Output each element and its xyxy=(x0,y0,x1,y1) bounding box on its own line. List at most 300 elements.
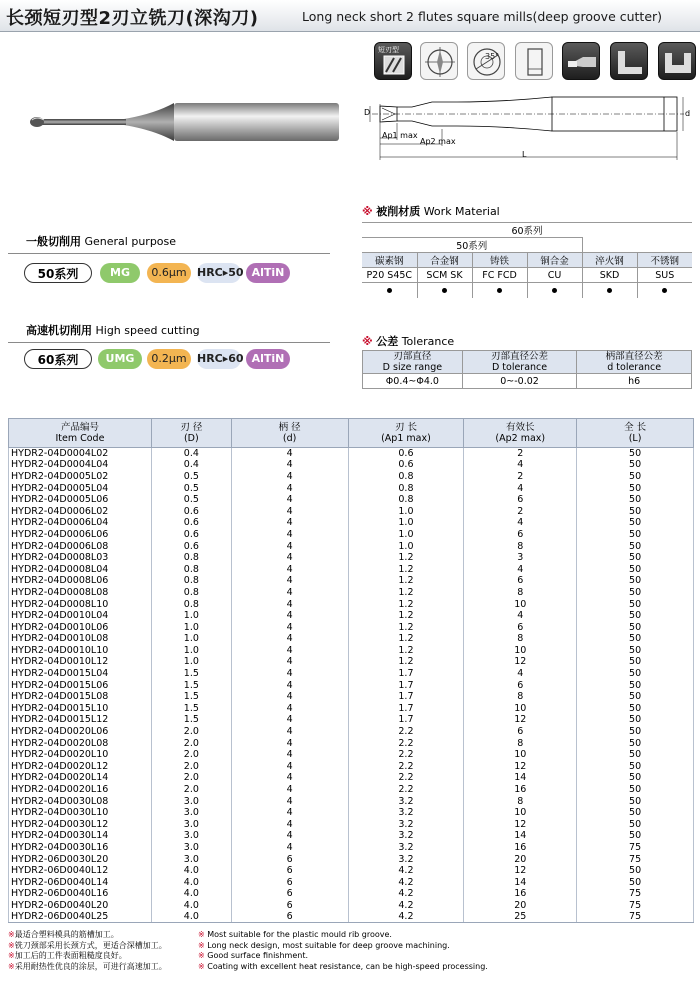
length-cell: 50 xyxy=(577,448,694,460)
d-cell: 1.5 xyxy=(151,668,231,680)
ap1-cell: 0.6 xyxy=(348,459,464,471)
d-cell: 0.5 xyxy=(151,494,231,506)
ap2-cell: 10 xyxy=(464,645,577,657)
shank-cell: 4 xyxy=(231,714,348,726)
note-cn: ※最适合塑料模具的筋槽加工。 xyxy=(8,930,119,939)
length-cell: 50 xyxy=(577,784,694,796)
item-code-cell: HYDR2-04D0006L04 xyxy=(9,517,152,529)
ap2-cell: 12 xyxy=(464,865,577,877)
length-cell: 50 xyxy=(577,621,694,633)
table-row xyxy=(9,830,694,842)
length-cell: 50 xyxy=(577,540,694,552)
item-code-cell: HYDR2-06D0040L12 xyxy=(9,865,152,877)
title-en: Long neck short 2 flutes square mills(deep groove cutter) xyxy=(302,9,663,24)
hrc-badge: HRC▸60 xyxy=(197,349,241,369)
table-row xyxy=(9,772,694,784)
general-purpose-heading: 一般切削用 General purpose xyxy=(26,235,177,248)
table-row xyxy=(9,888,694,900)
square-end-icon xyxy=(515,42,553,80)
material-grade: SKD xyxy=(582,268,637,283)
title-bar xyxy=(0,0,700,32)
series-50-badge: 50系列 xyxy=(24,263,92,283)
ap2-cell: 14 xyxy=(464,772,577,784)
material-cn: 不锈钢 xyxy=(637,253,692,268)
tolerance-table xyxy=(362,350,692,389)
length-cell: 50 xyxy=(577,679,694,691)
length-cell: 50 xyxy=(577,575,694,587)
length-cell: 50 xyxy=(577,772,694,784)
shank-cell: 4 xyxy=(231,842,348,854)
d-cell: 0.8 xyxy=(151,552,231,564)
table-row xyxy=(9,598,694,610)
tool-photo xyxy=(24,92,344,152)
item-code-cell: HYDR2-04D0010L04 xyxy=(9,610,152,622)
d-cell: 3.0 xyxy=(151,807,231,819)
material-cn: 铸铁 xyxy=(472,253,527,268)
item-code-cell: HYDR2-04D0008L08 xyxy=(9,587,152,599)
ap1-cell: 2.2 xyxy=(348,761,464,773)
coating-badge: MG xyxy=(100,263,140,283)
ap1-cell: 2.2 xyxy=(348,749,464,761)
d-cell: 4.0 xyxy=(151,888,231,900)
col-shank: 柄 径 (d) xyxy=(231,419,348,448)
material-grade: SUS xyxy=(637,268,692,283)
tolerance-header: 柄部直径公差 d tolerance xyxy=(577,351,692,374)
ap2-cell: 12 xyxy=(464,714,577,726)
shank-cell: 4 xyxy=(231,645,348,657)
length-cell: 50 xyxy=(577,645,694,657)
length-cell: 50 xyxy=(577,703,694,715)
d-cell: 1.0 xyxy=(151,633,231,645)
table-row xyxy=(9,540,694,552)
spec-table-wrap xyxy=(8,418,694,923)
ap2-cell: 6 xyxy=(464,494,577,506)
length-cell: 50 xyxy=(577,517,694,529)
ap2-cell: 10 xyxy=(464,807,577,819)
shank-cell: 4 xyxy=(231,679,348,691)
table-row xyxy=(9,795,694,807)
item-code-cell: HYDR2-04D0030L10 xyxy=(9,807,152,819)
shank-cell: 4 xyxy=(231,749,348,761)
label-L: L xyxy=(522,150,527,159)
table-row xyxy=(9,529,694,541)
item-code-cell: HYDR2-04D0015L12 xyxy=(9,714,152,726)
table-row xyxy=(9,610,694,622)
coating-badge: UMG xyxy=(98,349,142,369)
table-row xyxy=(9,819,694,831)
ap1-cell: 1.7 xyxy=(348,679,464,691)
note-en: ※ Long neck design, most suitable for deep groove machining. xyxy=(198,940,450,950)
table-row xyxy=(9,448,694,460)
item-code-cell: HYDR2-04D0004L04 xyxy=(9,459,152,471)
short-flute-icon: 短刃型 xyxy=(374,42,412,80)
table-row xyxy=(9,575,694,587)
ap2-cell: 25 xyxy=(464,911,577,923)
ap1-cell: 1.2 xyxy=(348,621,464,633)
item-code-cell: HYDR2-04D0020L10 xyxy=(9,749,152,761)
ap2-cell: 6 xyxy=(464,726,577,738)
shank-cell: 4 xyxy=(231,575,348,587)
shank-cell: 4 xyxy=(231,656,348,668)
d-cell: 3.0 xyxy=(151,853,231,865)
col-overall-length: 全 长 (L) xyxy=(577,419,694,448)
ap1-cell: 4.2 xyxy=(348,865,464,877)
shank-cell: 4 xyxy=(231,529,348,541)
ap1-cell: 1.7 xyxy=(348,714,464,726)
ap2-cell: 12 xyxy=(464,819,577,831)
step-icon xyxy=(610,42,648,80)
label-ap1: Ap1 max xyxy=(382,131,418,140)
d-cell: 4.0 xyxy=(151,911,231,923)
table-row xyxy=(9,865,694,877)
length-cell: 50 xyxy=(577,459,694,471)
item-code-cell: HYDR2-04D0020L06 xyxy=(9,726,152,738)
note-en: ※ Good surface finishment. xyxy=(198,951,309,960)
material-grade: CU xyxy=(527,268,582,283)
length-cell: 50 xyxy=(577,761,694,773)
item-code-cell: HYDR2-04D0015L10 xyxy=(9,703,152,715)
ap1-cell: 4.2 xyxy=(348,888,464,900)
tolerance-value: 0~-0.02 xyxy=(462,374,577,389)
table-row xyxy=(9,633,694,645)
note-en: ※ Coating with excellent heat resistance, can be high-speed processing. xyxy=(198,961,488,971)
long-neck-icon xyxy=(562,42,600,80)
label-D: D xyxy=(364,108,371,117)
material-cn: 碳素钢 xyxy=(362,253,417,268)
ap1-cell: 2.2 xyxy=(348,772,464,784)
item-code-cell: HYDR2-04D0030L12 xyxy=(9,819,152,831)
table-row xyxy=(9,494,694,506)
shank-cell: 6 xyxy=(231,865,348,877)
shank-cell: 4 xyxy=(231,517,348,529)
d-cell: 2.0 xyxy=(151,784,231,796)
shank-cell: 4 xyxy=(231,691,348,703)
ap1-cell: 3.2 xyxy=(348,853,464,865)
d-cell: 4.0 xyxy=(151,900,231,912)
ap2-cell: 16 xyxy=(464,784,577,796)
ap2-cell: 2 xyxy=(464,448,577,460)
d-cell: 1.0 xyxy=(151,656,231,668)
length-cell: 50 xyxy=(577,471,694,483)
ap2-cell: 2 xyxy=(464,471,577,483)
item-code-cell: HYDR2-04D0005L06 xyxy=(9,494,152,506)
table-row xyxy=(9,679,694,691)
material-cn: 合金钢 xyxy=(417,253,472,268)
shank-cell: 4 xyxy=(231,726,348,738)
divider xyxy=(8,253,330,254)
d-cell: 0.8 xyxy=(151,587,231,599)
item-code-cell: HYDR2-04D0010L08 xyxy=(9,633,152,645)
ap2-cell: 8 xyxy=(464,633,577,645)
item-code-cell: HYDR2-04D0010L12 xyxy=(9,656,152,668)
material-cn: 淬火钢 xyxy=(582,253,637,268)
length-cell: 50 xyxy=(577,529,694,541)
d-cell: 1.5 xyxy=(151,691,231,703)
d-cell: 0.6 xyxy=(151,505,231,517)
shank-cell: 4 xyxy=(231,807,348,819)
feature-icons xyxy=(374,42,700,82)
length-cell: 50 xyxy=(577,552,694,564)
length-cell: 50 xyxy=(577,668,694,680)
material-cn: 铜合金 xyxy=(527,253,582,268)
d-cell: 3.0 xyxy=(151,830,231,842)
d-cell: 0.5 xyxy=(151,471,231,483)
shank-cell: 4 xyxy=(231,668,348,680)
length-cell: 75 xyxy=(577,842,694,854)
suitable-dot xyxy=(362,283,417,298)
divider xyxy=(8,342,330,343)
table-row xyxy=(9,726,694,738)
ap1-cell: 3.2 xyxy=(348,830,464,842)
ap2-cell: 14 xyxy=(464,876,577,888)
ap1-cell: 1.7 xyxy=(348,691,464,703)
item-code-cell: HYDR2-04D0020L16 xyxy=(9,784,152,796)
shank-cell: 4 xyxy=(231,459,348,471)
item-code-cell: HYDR2-04D0005L02 xyxy=(9,471,152,483)
item-code-cell: HYDR2-04D0004L02 xyxy=(9,448,152,460)
ap1-cell: 1.2 xyxy=(348,645,464,657)
d-cell: 1.5 xyxy=(151,703,231,715)
shank-cell: 4 xyxy=(231,552,348,564)
table-row xyxy=(9,784,694,796)
ap2-cell: 4 xyxy=(464,668,577,680)
table-row xyxy=(9,621,694,633)
label-ap2: Ap2 max xyxy=(420,137,456,146)
shank-cell: 4 xyxy=(231,819,348,831)
item-code-cell: HYDR2-06D0040L16 xyxy=(9,888,152,900)
d-cell: 2.0 xyxy=(151,737,231,749)
length-cell: 50 xyxy=(577,691,694,703)
ap1-cell: 1.7 xyxy=(348,703,464,715)
d-cell: 0.4 xyxy=(151,459,231,471)
table-row xyxy=(9,900,694,912)
table-row xyxy=(9,853,694,865)
table-row xyxy=(9,703,694,715)
d-cell: 2.0 xyxy=(151,772,231,784)
ap2-cell: 8 xyxy=(464,737,577,749)
table-row xyxy=(9,552,694,564)
ap2-cell: 10 xyxy=(464,703,577,715)
table-row xyxy=(9,761,694,773)
item-code-cell: HYDR2-06D0030L20 xyxy=(9,853,152,865)
item-code-cell: HYDR2-06D0040L25 xyxy=(9,911,152,923)
length-cell: 50 xyxy=(577,807,694,819)
ap2-cell: 16 xyxy=(464,888,577,900)
shank-cell: 4 xyxy=(231,633,348,645)
series60-label: 60系列 xyxy=(362,223,692,238)
shank-cell: 4 xyxy=(231,610,348,622)
material-grade: P20 S45C xyxy=(362,268,417,283)
table-row xyxy=(9,668,694,680)
length-cell: 50 xyxy=(577,737,694,749)
d-cell: 3.0 xyxy=(151,819,231,831)
ap2-cell: 2 xyxy=(464,505,577,517)
length-cell: 50 xyxy=(577,598,694,610)
ap2-cell: 10 xyxy=(464,598,577,610)
d-cell: 2.0 xyxy=(151,749,231,761)
shank-cell: 4 xyxy=(231,563,348,575)
material-heading: ※ 被削材质 Work Material xyxy=(362,205,500,218)
high-speed-heading: 高速机切削用 High speed cutting xyxy=(26,324,200,337)
tolerance-header: 刃部直径公差 D tolerance xyxy=(462,351,577,374)
ap1-cell: 4.2 xyxy=(348,900,464,912)
d-cell: 3.0 xyxy=(151,842,231,854)
ap2-cell: 8 xyxy=(464,587,577,599)
d-cell: 4.0 xyxy=(151,865,231,877)
d-cell: 0.6 xyxy=(151,517,231,529)
suitable-dot xyxy=(637,283,692,298)
item-code-cell: HYDR2-04D0030L08 xyxy=(9,795,152,807)
length-cell: 50 xyxy=(577,505,694,517)
length-cell: 50 xyxy=(577,795,694,807)
note-cn: ※铣刀颈部采用长颈方式，更适合深槽加工。 xyxy=(8,940,167,950)
item-code-cell: HYDR2-04D0020L12 xyxy=(9,761,152,773)
ap2-cell: 3 xyxy=(464,552,577,564)
ap1-cell: 1.0 xyxy=(348,517,464,529)
item-code-cell: HYDR2-04D0006L02 xyxy=(9,505,152,517)
d-cell: 0.6 xyxy=(151,540,231,552)
series50-label: 50系列 xyxy=(362,238,582,253)
ap2-cell: 20 xyxy=(464,853,577,865)
ap2-cell: 8 xyxy=(464,795,577,807)
shank-cell: 4 xyxy=(231,471,348,483)
end-view-icon xyxy=(420,42,458,80)
spec-table xyxy=(8,418,694,923)
ap1-cell: 1.2 xyxy=(348,633,464,645)
ap1-cell: 1.2 xyxy=(348,587,464,599)
ap1-cell: 3.2 xyxy=(348,819,464,831)
length-cell: 75 xyxy=(577,900,694,912)
ap1-cell: 1.2 xyxy=(348,563,464,575)
d-cell: 1.5 xyxy=(151,679,231,691)
ap1-cell: 0.8 xyxy=(348,471,464,483)
ap1-cell: 3.2 xyxy=(348,807,464,819)
item-code-cell: HYDR2-04D0030L16 xyxy=(9,842,152,854)
item-code-cell: HYDR2-04D0015L08 xyxy=(9,691,152,703)
tolerance-heading: ※ 公差 Tolerance xyxy=(362,335,455,348)
ap1-cell: 1.2 xyxy=(348,552,464,564)
table-row xyxy=(9,842,694,854)
label-d: d xyxy=(685,109,691,118)
ap2-cell: 4 xyxy=(464,517,577,529)
length-cell: 50 xyxy=(577,830,694,842)
grain-badge: 0.6μm xyxy=(147,263,191,283)
table-row xyxy=(9,714,694,726)
item-code-cell: HYDR2-04D0008L04 xyxy=(9,563,152,575)
item-code-cell: HYDR2-04D0008L03 xyxy=(9,552,152,564)
table-row xyxy=(9,459,694,471)
length-cell: 50 xyxy=(577,563,694,575)
length-cell: 50 xyxy=(577,633,694,645)
table-row xyxy=(9,737,694,749)
d-cell: 3.0 xyxy=(151,795,231,807)
table-row xyxy=(9,563,694,575)
ap1-cell: 1.2 xyxy=(348,598,464,610)
ap2-cell: 14 xyxy=(464,830,577,842)
shank-cell: 6 xyxy=(231,900,348,912)
item-code-cell: HYDR2-04D0006L08 xyxy=(9,540,152,552)
ap2-cell: 4 xyxy=(464,482,577,494)
d-cell: 0.8 xyxy=(151,575,231,587)
ap1-cell: 4.2 xyxy=(348,911,464,923)
col-flute-length: 刃 长 (Ap1 max) xyxy=(348,419,464,448)
d-cell: 0.6 xyxy=(151,529,231,541)
shank-cell: 4 xyxy=(231,737,348,749)
length-cell: 50 xyxy=(577,587,694,599)
suitable-dot xyxy=(417,283,472,298)
ap1-cell: 1.2 xyxy=(348,610,464,622)
ap2-cell: 12 xyxy=(464,656,577,668)
d-cell: 4.0 xyxy=(151,876,231,888)
suitable-dot xyxy=(472,283,527,298)
d-cell: 0.8 xyxy=(151,598,231,610)
table-row xyxy=(9,911,694,923)
ap1-cell: 4.2 xyxy=(348,876,464,888)
table-row xyxy=(9,482,694,494)
item-code-cell: HYDR2-04D0010L10 xyxy=(9,645,152,657)
length-cell: 50 xyxy=(577,610,694,622)
ap1-cell: 0.6 xyxy=(348,448,464,460)
ap2-cell: 4 xyxy=(464,563,577,575)
d-cell: 1.5 xyxy=(151,714,231,726)
groove-icon xyxy=(658,42,696,80)
ap2-cell: 8 xyxy=(464,540,577,552)
film-badge: AlTiN xyxy=(246,349,290,369)
table-row xyxy=(9,471,694,483)
suitable-dot xyxy=(582,283,637,298)
ap1-cell: 1.7 xyxy=(348,668,464,680)
tolerance-value: h6 xyxy=(577,374,692,389)
ap1-cell: 1.0 xyxy=(348,529,464,541)
shank-cell: 4 xyxy=(231,621,348,633)
ap2-cell: 12 xyxy=(464,761,577,773)
shank-cell: 6 xyxy=(231,911,348,923)
shank-cell: 6 xyxy=(231,876,348,888)
col-d-size: 刃 径 (D) xyxy=(151,419,231,448)
item-code-cell: HYDR2-06D0040L20 xyxy=(9,900,152,912)
length-cell: 75 xyxy=(577,888,694,900)
d-cell: 0.4 xyxy=(151,448,231,460)
col-item-code: 产品编号 Item Code xyxy=(9,419,152,448)
length-cell: 50 xyxy=(577,865,694,877)
film-badge: AlTiN xyxy=(246,263,290,283)
material-grade: SCM SK xyxy=(417,268,472,283)
table-row xyxy=(9,517,694,529)
ap2-cell: 10 xyxy=(464,749,577,761)
item-code-cell: HYDR2-04D0008L06 xyxy=(9,575,152,587)
length-cell: 50 xyxy=(577,656,694,668)
note-cn: ※采用耐热性优良的涂层，可进行高速加工。 xyxy=(8,961,167,971)
item-code-cell: HYDR2-04D0015L06 xyxy=(9,679,152,691)
d-cell: 2.0 xyxy=(151,761,231,773)
tolerance-value: Φ0.4~Φ4.0 xyxy=(363,374,463,389)
ap1-cell: 0.8 xyxy=(348,482,464,494)
ap1-cell: 2.2 xyxy=(348,737,464,749)
d-cell: 1.0 xyxy=(151,621,231,633)
technical-drawing xyxy=(362,94,692,164)
notes-en xyxy=(198,930,694,972)
length-cell: 50 xyxy=(577,494,694,506)
table-row xyxy=(9,505,694,517)
item-code-cell: HYDR2-04D0010L06 xyxy=(9,621,152,633)
hrc-badge: HRC▸50 xyxy=(197,263,241,283)
ap2-cell: 6 xyxy=(464,529,577,541)
shank-cell: 4 xyxy=(231,587,348,599)
table-row xyxy=(9,691,694,703)
shank-cell: 4 xyxy=(231,598,348,610)
material-grade: FC FCD xyxy=(472,268,527,283)
table-row xyxy=(9,807,694,819)
